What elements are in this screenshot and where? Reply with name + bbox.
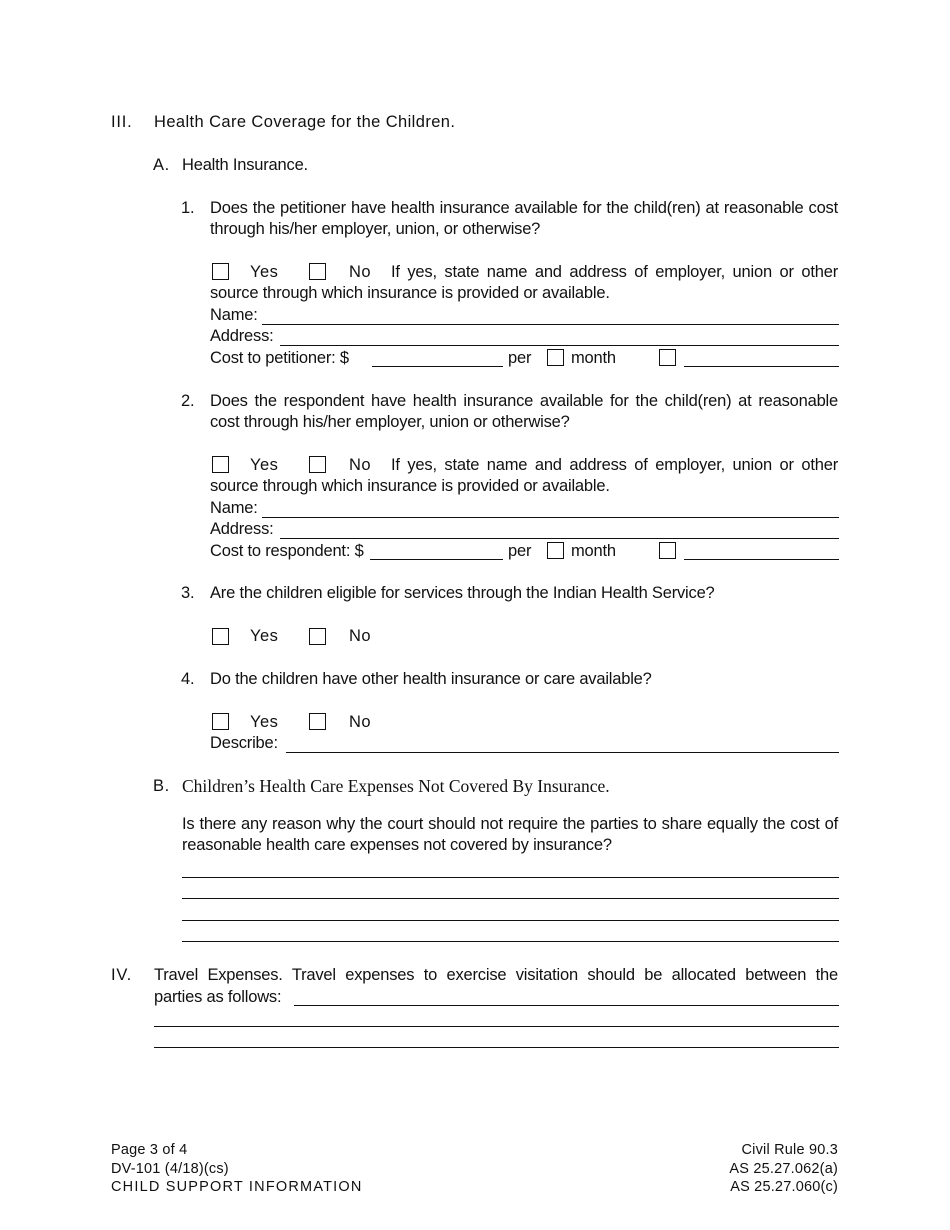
footer-rule: Civil Rule 90.3 [741, 1142, 838, 1158]
q1-yes-label: Yes [250, 263, 279, 281]
q1-yes-checkbox[interactable] [212, 263, 229, 280]
q3-number: 3. [181, 584, 195, 602]
q2-cost-field[interactable] [370, 559, 503, 560]
q3-text: Are the children eligible for services through the Indian Health Service? [210, 584, 715, 602]
q1-name-label: Name: [210, 306, 258, 324]
footer-statute-1: AS 25.27.062(a) [729, 1160, 838, 1177]
q4-text: Do the children have other health insurance or care available? [210, 670, 652, 688]
section-B-question: Is there any reason why the court should not require the parties to share equally the cost of reasonable health care expenses not covered by insurance? [182, 815, 838, 854]
q1-address-label: Address: [210, 327, 274, 345]
q2-other-period-checkbox[interactable] [659, 542, 676, 559]
footer-form-id: DV-101 (4/18)(cs) [111, 1160, 229, 1177]
q4-describe-label: Describe: [210, 734, 278, 752]
section-IV-text-line2: parties as follows: [154, 988, 282, 1006]
q4-no-checkbox[interactable] [309, 713, 326, 730]
q2-address-field[interactable] [280, 538, 839, 539]
q1-text: Does the petitioner have health insurance available for the child(ren) at reasonable cost through his/her employer, union, or otherwise? [210, 199, 838, 238]
q1-month-label: month [571, 349, 616, 367]
q2-month-label: month [571, 542, 616, 560]
q1-address-field[interactable] [280, 345, 839, 346]
footer-left [111, 1141, 363, 1197]
q3-no-checkbox[interactable] [309, 628, 326, 645]
q2-no-checkbox[interactable] [309, 456, 326, 473]
q1-name-field[interactable] [262, 324, 839, 325]
q2-text: Does the respondent have health insurance available for the child(ren) at reasonable cost through his/her employer, union or otherwise? [210, 392, 838, 431]
q2-per-label: per [508, 542, 532, 560]
q2-if-yes-line2: source through which insurance is provided or available. [210, 477, 610, 495]
q1-month-checkbox[interactable] [547, 349, 564, 366]
section-III-number: III. [111, 113, 133, 131]
q1-no-checkbox[interactable] [309, 263, 326, 280]
section-B-answer-line-1[interactable] [182, 877, 839, 878]
section-B-title: Children’s Health Care Expenses Not Covered By Insurance. [182, 776, 610, 796]
q1-if-yes-line1: If yes, state name and address of employer, union or other [391, 263, 838, 281]
q4-no-label: No [349, 713, 372, 731]
q2-address-label: Address: [210, 520, 274, 538]
q2-number: 2. [181, 392, 195, 410]
q3-yes-checkbox[interactable] [212, 628, 229, 645]
section-IV-answer-line-1[interactable] [294, 1005, 839, 1006]
section-IV-answer-line-2[interactable] [154, 1026, 839, 1027]
q2-month-checkbox[interactable] [547, 542, 564, 559]
section-A-title: Health Insurance. [182, 156, 308, 174]
q2-name-label: Name: [210, 499, 258, 517]
q4-yes-label: Yes [250, 713, 279, 731]
section-B-answer-line-2[interactable] [182, 898, 839, 899]
footer-page-number: Page 3 of 4 [111, 1142, 188, 1158]
q2-yes-checkbox[interactable] [212, 456, 229, 473]
q4-describe-field[interactable] [286, 752, 839, 753]
q1-cost-field[interactable] [372, 366, 503, 367]
q2-if-yes-line1: If yes, state name and address of employer, union or other [391, 456, 838, 474]
q1-if-yes-line2: source through which insurance is provided or available. [210, 284, 610, 302]
q1-cost-label: Cost to petitioner: $ [210, 349, 349, 367]
q1-other-period-checkbox[interactable] [659, 349, 676, 366]
section-IV-number: IV. [111, 966, 133, 984]
section-B-answer-line-3[interactable] [182, 920, 839, 921]
q2-cost-label: Cost to respondent: $ [210, 542, 364, 560]
q1-per-label: per [508, 349, 532, 367]
footer-statute-2: AS 25.27.060(c) [730, 1179, 838, 1195]
section-B-letter: B. [153, 777, 170, 795]
q3-no-label: No [349, 627, 372, 645]
q4-number: 4. [181, 670, 195, 688]
q2-no-label: No [349, 456, 372, 474]
section-B-answer-line-4[interactable] [182, 941, 839, 942]
section-IV-text-line1: Travel Expenses. Travel expenses to exercise visitation should be allocated between the [154, 966, 838, 984]
q1-number: 1. [181, 199, 195, 217]
q2-name-field[interactable] [262, 517, 839, 518]
section-IV-answer-line-3[interactable] [154, 1047, 839, 1048]
section-A-letter: A. [153, 156, 170, 174]
q4-yes-checkbox[interactable] [212, 713, 229, 730]
q2-other-period-field[interactable] [684, 559, 839, 560]
footer-right [729, 1141, 838, 1197]
q2-yes-label: Yes [250, 456, 279, 474]
q3-yes-label: Yes [250, 627, 279, 645]
footer-form-title: CHILD SUPPORT INFORMATION [111, 1179, 363, 1195]
q1-no-label: No [349, 263, 372, 281]
q1-other-period-field[interactable] [684, 366, 839, 367]
section-III-title: Health Care Coverage for the Children. [154, 113, 456, 131]
